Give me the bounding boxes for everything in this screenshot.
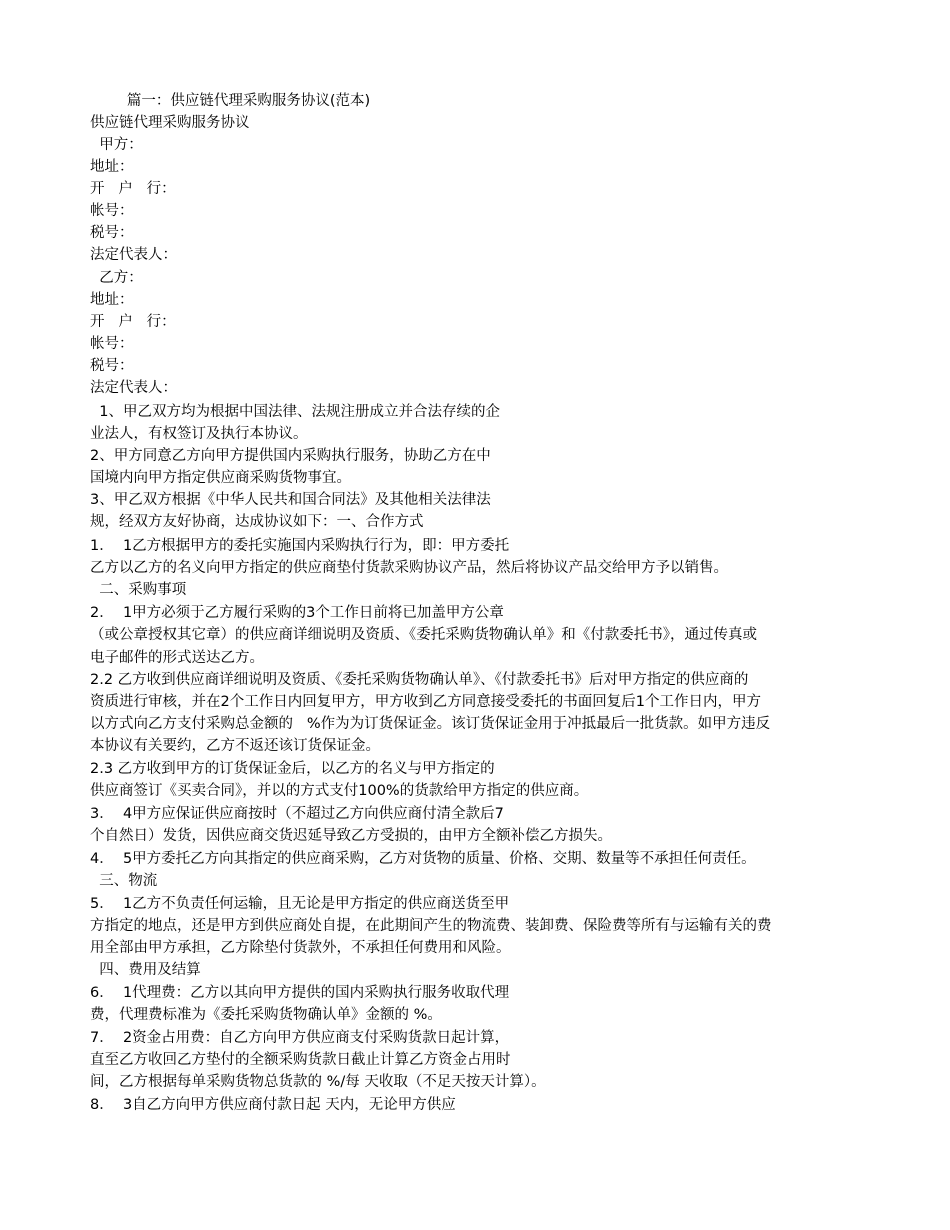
doc-line: 本协议有关要约，乙方不返还该订货保证金。 (90, 738, 380, 754)
doc-line: 2.2 乙方收到供应商详细说明及资质、《委托采购货物确认单》、《付款委托书》后对甲方指定的供应商的 (90, 672, 749, 688)
doc-line: 6． 1代理费：乙方以其向甲方提供的国内采购执行服务收取代理 (90, 985, 510, 1001)
doc-line: 税号： (90, 225, 134, 241)
doc-line: 篇一：供应链代理采购服务协议(范本) (90, 93, 371, 109)
doc-line: 三、物流 (90, 873, 158, 889)
doc-line: 1、甲乙双方均为根据中国法律、法规注册成立并合法存续的企 (90, 404, 500, 420)
doc-line: 二、采购事项 (90, 582, 187, 598)
doc-line: （或公章授权其它章）的供应商详细说明及资质、《委托采购货物确认单》和《付款委托书》，通过传真或 (90, 627, 757, 643)
doc-line: 以方式向乙方支付采购总金额的 %作为为订货保证金。该订货保证金用于冲抵最后一批货款。如甲方违反 (90, 716, 771, 732)
doc-line: 帐号： (90, 203, 134, 219)
doc-line: 7． 2资金占用费：自乙方向甲方供应商支付采购货款日起计算， (90, 1030, 510, 1046)
doc-line: 税号： (90, 358, 134, 374)
doc-line: 电子邮件的形式送达乙方。 (90, 650, 264, 666)
doc-line: 开 户 行： (90, 314, 176, 330)
doc-line: 费，代理费标准为《委托采购货物确认单》金额的 %。 (90, 1007, 442, 1023)
doc-line: 开 户 行： (90, 181, 176, 197)
doc-line: 间，乙方根据每单采购货物总货款的 %/每 天收取（不足天按天计算）。 (90, 1074, 546, 1090)
doc-line: 3、甲乙双方根据《中华人民共和国合同法》及其他相关法律法 (90, 492, 491, 508)
doc-line: 地址： (90, 292, 134, 308)
doc-line: 业法人，有权签订及执行本协议。 (90, 426, 308, 442)
doc-line: 帐号： (90, 336, 134, 352)
doc-line: 四、费用及结算 (90, 962, 201, 978)
doc-line: 5． 1乙方不负责任何运输，且无论是甲方指定的供应商送货至甲 (90, 896, 510, 912)
doc-line: 1． 1乙方根据甲方的委托实施国内采购执行行为，即：甲方委托 (90, 538, 510, 554)
doc-line: 2． 1甲方必须于乙方履行采购的3个工作日前将已加盖甲方公章 (90, 605, 504, 621)
doc-line: 法定代表人： (90, 380, 177, 396)
doc-line: 直至乙方收回乙方垫付的全额采购货款日截止计算乙方资金占用时 (90, 1052, 511, 1068)
doc-line: 甲方： (90, 137, 143, 153)
doc-line: 用全部由甲方承担，乙方除垫付货款外，不承担任何费用和风险。 (90, 940, 511, 956)
doc-line: 国境内向甲方指定供应商采购货物事宜。 (90, 470, 351, 486)
doc-line: 3． 4甲方应保证供应商按时（不超过乙方向供应商付清全款后7 (90, 806, 504, 822)
doc-line: 供应链代理采购服务协议 (90, 115, 250, 131)
doc-line: 规，经双方友好协商，达成协议如下：一、合作方式 (90, 514, 424, 530)
doc-line: 个自然日）发货，因供应商交货迟延导致乙方受损的，由甲方全额补偿乙方损失。 (90, 828, 612, 844)
doc-line: 供应商签订《买卖合同》，并以的方式支付100%的货款给甲方指定的供应商。 (90, 783, 589, 799)
doc-line: 8． 3自乙方向甲方供应商付款日起 天内，无论甲方供应 (90, 1097, 456, 1113)
doc-line: 资质进行审核，并在2个工作日内回复甲方，甲方收到乙方同意接受委托的书面回复后1个工作日内，甲方 (90, 694, 761, 710)
doc-line: 乙方： (90, 270, 143, 286)
doc-line: 地址： (90, 159, 134, 175)
doc-line: 2.3 乙方收到甲方的订货保证金后，以乙方的名义与甲方指定的 (90, 761, 495, 777)
doc-line: 乙方以乙方的名义向甲方指定的供应商垫付货款采购协议产品，然后将协议产品交给甲方予以销售。 (90, 560, 728, 576)
doc-line: 2、甲方同意乙方向甲方提供国内采购执行服务，协助乙方在中 (90, 448, 491, 464)
doc-line: 法定代表人： (90, 247, 177, 263)
doc-line: 方指定的地点，还是甲方到供应商处自提，在此期间产生的物流费、装卸费、保险费等所有与运输有关的费 (90, 918, 772, 934)
doc-line: 4． 5甲方委托乙方向其指定的供应商采购，乙方对货物的质量、价格、交期、数量等不承担任何责任。 (90, 851, 756, 867)
